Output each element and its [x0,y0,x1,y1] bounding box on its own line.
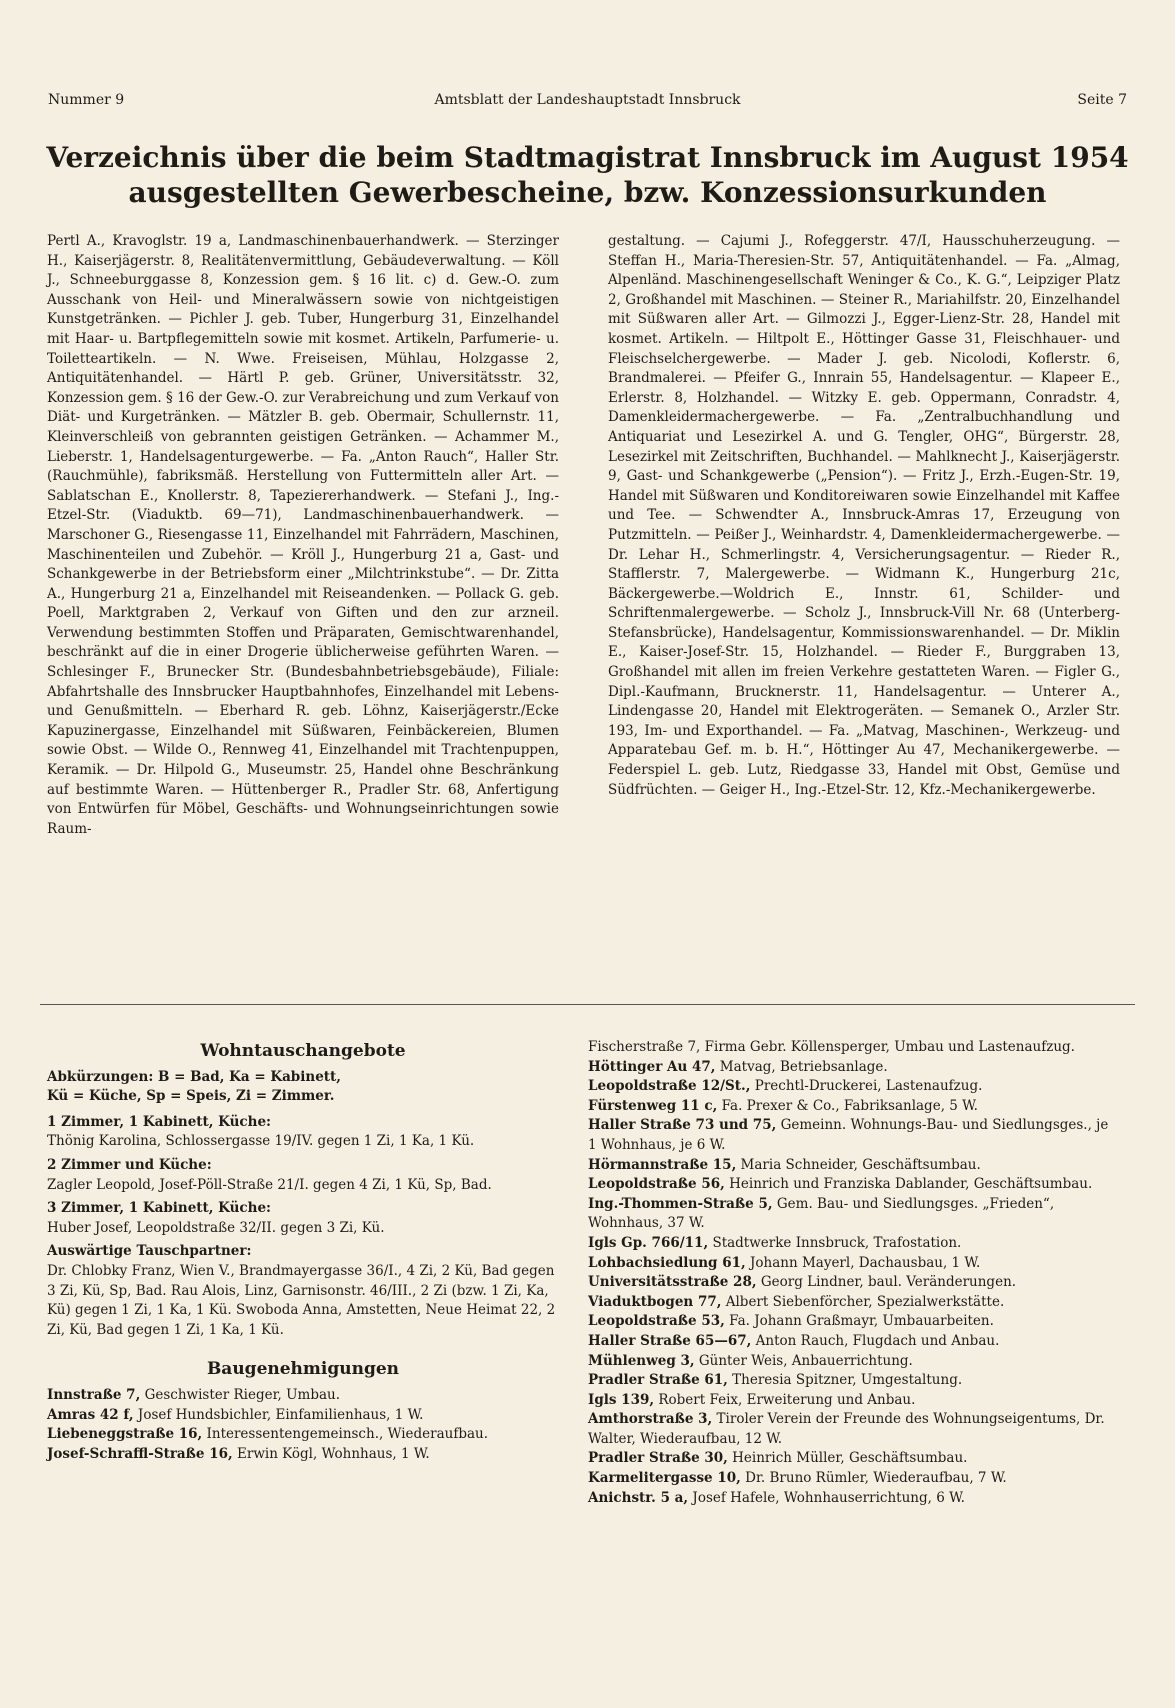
permit-street: Haller Straße 65—67, [588,1332,752,1349]
permit-details: Maria Schneider, Geschäftsumbau. [736,1156,981,1173]
permit-details: Fa. Johann Graßmayr, Umbauarbeiten. [724,1313,994,1330]
abbreviations [47,1068,559,1107]
abbreviations-line-1: Abkürzungen: B = Bad, Ka = Kabinett, [47,1068,341,1085]
lower-right-column [588,1038,1118,1508]
exchange-group [47,1242,559,1340]
permit-entry [588,1097,1118,1117]
permit-entry [588,1038,1118,1058]
permit-street: Josef-Schraffl-Straße 16, [47,1445,233,1462]
lower-left-column [47,1038,559,1464]
permit-details: Prechtl-Druckerei, Lastenaufzug. [750,1078,983,1095]
permit-details: Erwin Kögl, Wohnhaus, 1 W. [232,1445,430,1462]
permit-entry [588,1175,1118,1195]
license-list-right-column: gestaltung. — Cajumi J., Rofeggerstr. 47/I, Hausschuherzeugung. — Steffan H., Maria-Theresien-Str. 57, Antiquitätenhandel. — Fa. „Almag, Alpenländ. Maschinengesellschaft Weninger & Co., K. G.“, Leipziger Platz 2, Großhandel mit Maschinen. — Steiner R., Mariahilfstr. 20, Einzelhandel mit Süßwaren aller Art. — Gilmozzi J., Egger-Lienz-Str. 28, Handel mit kosmet. Artikeln. — Hiltpolt E., Höttinger Gasse 31, Fleischhauer- und Fleischselchergewerbe. — Mader J. geb. Nicolodi, Koflerstr. 6, Brandmalerei. — Pfeifer G., Innrain 55, Handelsagentur. — Klapeer E., Erlerstr. 8, Holzhandel. — Witzky E. geb. Oppermann, Conradstr. 4, Damenkleidermachergewerbe. — Fa. „Zentralbuchhandlung und Antiquariat und Lesezirkel A. und G. Tengler, OHG“, Bürgerstr. 28, Lesezirkel mit Zeitschriften, Buchhandel. — Mahlknecht J., Kaiserjägerstr. 9, Gast- und Schankgewerbe („Pension“). — Fritz J., Erzh.-Eugen-Str. 19, Handel mit Süßwaren und Konditoreiwaren sowie Einzelhandel mit Kaffee und Tee. — Schwendter A., Innsbruck-Amras 17, Erzeugung von Putzmitteln. — Peißer J., Weinhardstr. 4, Damenkleidermachergewerbe. — Dr. Lehar H., Schmerlingstr. 4, Versicherungsagentur. — Rieder R., Stafflerstr. 7, Malergewerbe. — Widmann K., Hungerburg 21c, Bäckergewerbe.—Woldrich E., Innstr. 61, Schilder- und Schriftenmalergewerbe. — Scholz J., Innsbruck-Vill Nr. 68 (Unterberg-Stefansbrücke), Handelsagentur, Kommissionswarenhandel. — Dr. Miklin E., Kaiser-Josef-Str. 15, Holzhandel. — Rieder F., Burggraben 13, Großhandel mit allen im freien Verkehre gestatteten Waren. — Figler G., Dipl.-Kaufmann, Brucknerstr. 11, Handelsagentur. — Unterer A., Lindengasse 20, Handel mit Elektrogeräten. — Semanek O., Arzler Str. 193, Im- und Exporthandel. — Fa. „Matvag, Maschinen-, Werkzeug- und Apparatebau Gef. m. b. H.“, Höttinger Au 47, Mechanikergewerbe. — Federspiel L. geb. Lutz, Riedgasse 33, Handel mit Obst, Gemüse und Südfrüchten. — Geiger H., Ing.-Etzel-Str. 12, Kfz.-Mechanikergewerbe. [608,233,1120,798]
permit-entry [588,1254,1118,1274]
permit-entry [47,1445,559,1465]
permit-entry [47,1386,559,1406]
permit-street: Igls 139, [588,1391,655,1408]
permit-entry [588,1371,1118,1391]
page-header [48,92,1127,116]
permit-details: Albert Siebenförcher, Spezialwerkstätte. [721,1293,1005,1310]
permit-street: Pradler Straße 61, [588,1372,728,1389]
permits-left-list [47,1386,559,1464]
permit-entry [47,1425,559,1445]
title-line-1: Verzeichnis über die beim Stadtmagistrat Innsbruck im August 1954 [46,141,1129,174]
permit-details: Fischerstraße 7, Firma Gebr. Köllensperger, Umbau und Lastenaufzug. [588,1039,1075,1055]
exchange-group-title: Auswärtige Tauschpartner: [47,1243,252,1260]
permit-street: Leopoldstraße 12/St., [588,1078,751,1095]
permit-street: Höttinger Au 47, [588,1058,716,1075]
permit-entry [588,1195,1118,1234]
permit-entry [588,1234,1118,1254]
permit-entry [588,1391,1118,1411]
permit-entry [588,1058,1118,1078]
permit-details: Interessentengemeinsch., Wiederaufbau. [202,1426,489,1443]
permit-street: Amthorstraße 3, [588,1411,713,1428]
permit-street: Innstraße 7, [47,1386,141,1403]
permit-details: Heinrich Müller, Geschäftsumbau. [727,1450,968,1467]
permit-street: Mühlenweg 3, [588,1352,695,1369]
permit-street: Lohbachsiedlung 61, [588,1254,746,1271]
permit-entry [588,1156,1118,1176]
permit-details: Josef Hundsbichler, Einfamilienhaus, 1 W. [133,1406,424,1423]
permit-street: Ing.-Thommen-Straße 5, [588,1195,773,1212]
permit-entry [588,1410,1118,1449]
permit-street: Hörmannstraße 15, [588,1156,737,1173]
exchange-group-title: 1 Zimmer, 1 Kabinett, Küche: [47,1113,272,1130]
permit-street: Anichstr. 5 a, [588,1489,689,1506]
permit-details: Tiroler Verein der Freunde des Wohnungseigentums, Dr. Walter, Wiederaufbau, 12 W. [588,1411,1105,1447]
permit-street: Pradler Straße 30, [588,1450,728,1467]
permit-street: Leopoldstraße 53, [588,1313,725,1330]
permit-details: Johann Mayerl, Dachausbau, 1 W. [745,1254,981,1271]
permit-entry [588,1449,1118,1469]
permit-details: Günter Weis, Anbauerrichtung. [694,1352,913,1369]
title-line-2: ausgestellten Gewerbescheine, bzw. Konzessionsurkunden [128,176,1047,209]
permit-details: Geschwister Rieger, Umbau. [140,1386,340,1403]
exchange-group-text: Huber Josef, Leopoldstraße 32/II. gegen 3 Zi, Kü. [47,1219,385,1236]
exchange-group [47,1156,559,1195]
permit-details: Fa. Prexer & Co., Fabriksanlage, 5 W. [717,1097,978,1114]
permit-street: Fürstenweg 11 c, [588,1097,718,1114]
abbreviations-line-2: Kü = Küche, Sp = Speis, Zi = Zimmer. [47,1088,335,1105]
exchange-group-text: Thönig Karolina, Schlossergasse 19/IV. gegen 1 Zi, 1 Ka, 1 Kü. [47,1133,475,1150]
permit-street: Viaduktbogen 77, [588,1293,722,1310]
permit-entry [588,1312,1118,1332]
permit-details: Gem. Bau- und Siedlungsges. „Frieden“, Wohnhaus, 37 W. [588,1195,1055,1232]
article-title [40,140,1135,210]
permits-title: Baugenehmigungen [206,1359,400,1380]
permit-street: Haller Straße 73 und 75, [588,1117,777,1134]
permit-details: Dr. Bruno Rümler, Wiederaufbau, 7 W. [740,1470,1007,1487]
permit-details: Anton Rauch, Flugdach und Anbau. [751,1332,1000,1349]
publication-name: Amtsblatt der Landeshauptstadt Innsbruck [434,92,741,108]
permit-street: Amras 42 f, [47,1406,134,1423]
permit-details: Gemeinn. Wohnungs-Bau- und Siedlungsges., je 1 Wohnhaus, je 6 W. [588,1117,1109,1153]
permit-details: Georg Lindner, baul. Veränderungen. [756,1274,1017,1291]
permit-details: Heinrich und Franziska Dablander, Geschäftsumbau. [724,1176,1093,1193]
permit-entry [588,1469,1118,1489]
permit-entry [588,1489,1118,1509]
permit-details: Theresia Spitzner, Umgestaltung. [727,1372,963,1389]
permit-entry [588,1293,1118,1313]
issue-number: Nummer 9 [48,92,125,108]
permit-entry [47,1406,559,1426]
permit-entry [588,1332,1118,1352]
permit-entry [588,1273,1118,1293]
permit-street: Leopoldstraße 56, [588,1176,725,1193]
permits-right-list [588,1038,1118,1508]
permit-street: Karmelitergasse 10, [588,1470,741,1487]
permit-entry [588,1116,1118,1155]
exchange-group-title: 2 Zimmer und Küche: [47,1156,212,1173]
permit-details: Matvag, Betriebsanlage. [715,1058,888,1075]
license-list-left-column: Pertl A., Kravoglstr. 19 a, Landmaschinenbauerhandwerk. — Sterzinger H., Kaiserjägerstr. 8, Realitätenvermittlung, Gebäudeverwaltung. — Köll J., Schneeburggasse 8, Konzession gem. § 16 lit. c) d. Gew.-O. zum Ausschank von Heil- und Mineralwässern sowie von nichtgeistigen Kunstgetränken. — Pichler J. geb. Tuber, Hungerburg 31, Einzelhandel mit Haar- u. Bartpflegemitteln sowie mit kosmet. Artikeln, Parfumerie- u. Toiletteartikeln. — N. Wwe. Freiseisen, Mühlau, Holzgasse 2, Antiquitätenhandel. — Härtl P. geb. Grüner, Universitätsstr. 32, Konzession gem. § 16 der Gew.-O. zur Verabreichung und zum Verkauf von Diät- und Kurgetränken. — Mätzler B. geb. Obermair, Schullernstr. 11, Kleinverschleiß von gebrannten geistigen Getränken. — Achammer M., Lieberstr. 1, Handelsagenturgewerbe. — Fa. „Anton Rauch“, Haller Str. (Rauchmühle), fabriksmäß. Herstellung von Futtermitteln aller Art. — Sablatschan E., Knollerstr. 8, Tapeziererhandwerk. — Stefani J., Ing.-Etzel-Str. (Viaduktb. 69—71), Landmaschinenbauerhandwerk. — Marschoner G., Riesengasse 11, Einzelhandel mit Fahrrädern, Maschinen, Maschinenteilen und Zubehör. — Kröll J., Hungerburg 21 a, Gast- und Schankgewerbe in der Betriebsform einer „Milchtrinkstube“. — Dr. Zitta A., Hungerburg 21 a, Einzelhandel mit Reiseandenken. — Pollack G. geb. Poell, Marktgraben 2, Verkauf von Giften und den zur arzneil. Verwendung bestimmten Stoffen und Präparaten, Gemischtwarenhandel, beschränkt auf die in einer Drogerie üblicherweise geführten Waren. — Schlesinger F., Brunecker Str. (Bundesbahnbetriebsgebäude), Filiale: Abfahrtshalle des Innsbrucker Hauptbahnhofes, Einzelhandel mit Lebens- und Genußmitteln. — Eberhard R. geb. Löhnz, Kaiserjägerstr./Ecke Kapuzinergasse, Einzelhandel mit Süßwaren, Feinbäckereien, Blumen sowie Obst. — Wilde O., Rennweg 41, Einzelhandel mit Trachtenpuppen, Keramik. — Dr. Hilpold G., Museumstr. 25, Handel ohne Beschränkung auf bestimmte Waren. — Hüttenberger R., Pradler Str. 68, Anfertigung von Entwürfen für Möbel, Geschäfts- und Wohnungseinrichtungen sowie Raum- [47,233,559,837]
exchange-group [47,1113,559,1152]
exchange-group [47,1199,559,1238]
exchange-group-text: Dr. Chlobky Franz, Wien V., Brandmayergasse 36/I., 4 Zi, 2 Kü, Bad gegen 3 Zi, Kü, Sp, Bad. Rau Alois, Linz, Garnisonstr. 46/III., 2 Zi (bzw. 1 Zi, Ka, Kü) gegen 1 Zi, 1 Ka, 1 Kü. Swoboda Anna, Amstetten, Neue Heimat 22, 2 Zi, Kü, Bad gegen 1 Zi, 1 Ka, 1 Kü. [47,1262,556,1338]
permit-street: Igls Gp. 766/11, [588,1234,709,1251]
permit-entry [588,1352,1118,1372]
permit-details: Robert Feix, Erweiterung und Anbau. [654,1391,916,1408]
exchange-group-title: 3 Zimmer, 1 Kabinett, Küche: [47,1200,272,1217]
permit-details: Stadtwerke Innsbruck, Trafostation. [708,1234,962,1251]
exchange-group-text: Zagler Leopold, Josef-Pöll-Straße 21/I. gegen 4 Zi, 1 Kü, Sp, Bad. [47,1176,492,1193]
permit-street: Liebeneggstraße 16, [47,1426,203,1443]
exchange-groups [47,1113,559,1341]
exchange-title: Wohntauschangebote [200,1041,406,1061]
permit-details: Josef Hafele, Wohnhauserrichtung, 6 W. [688,1489,965,1506]
section-divider [40,1004,1135,1005]
page-number: Seite 7 [1077,92,1127,108]
permit-street: Universitätsstraße 28, [588,1274,757,1291]
permit-entry [588,1077,1118,1097]
